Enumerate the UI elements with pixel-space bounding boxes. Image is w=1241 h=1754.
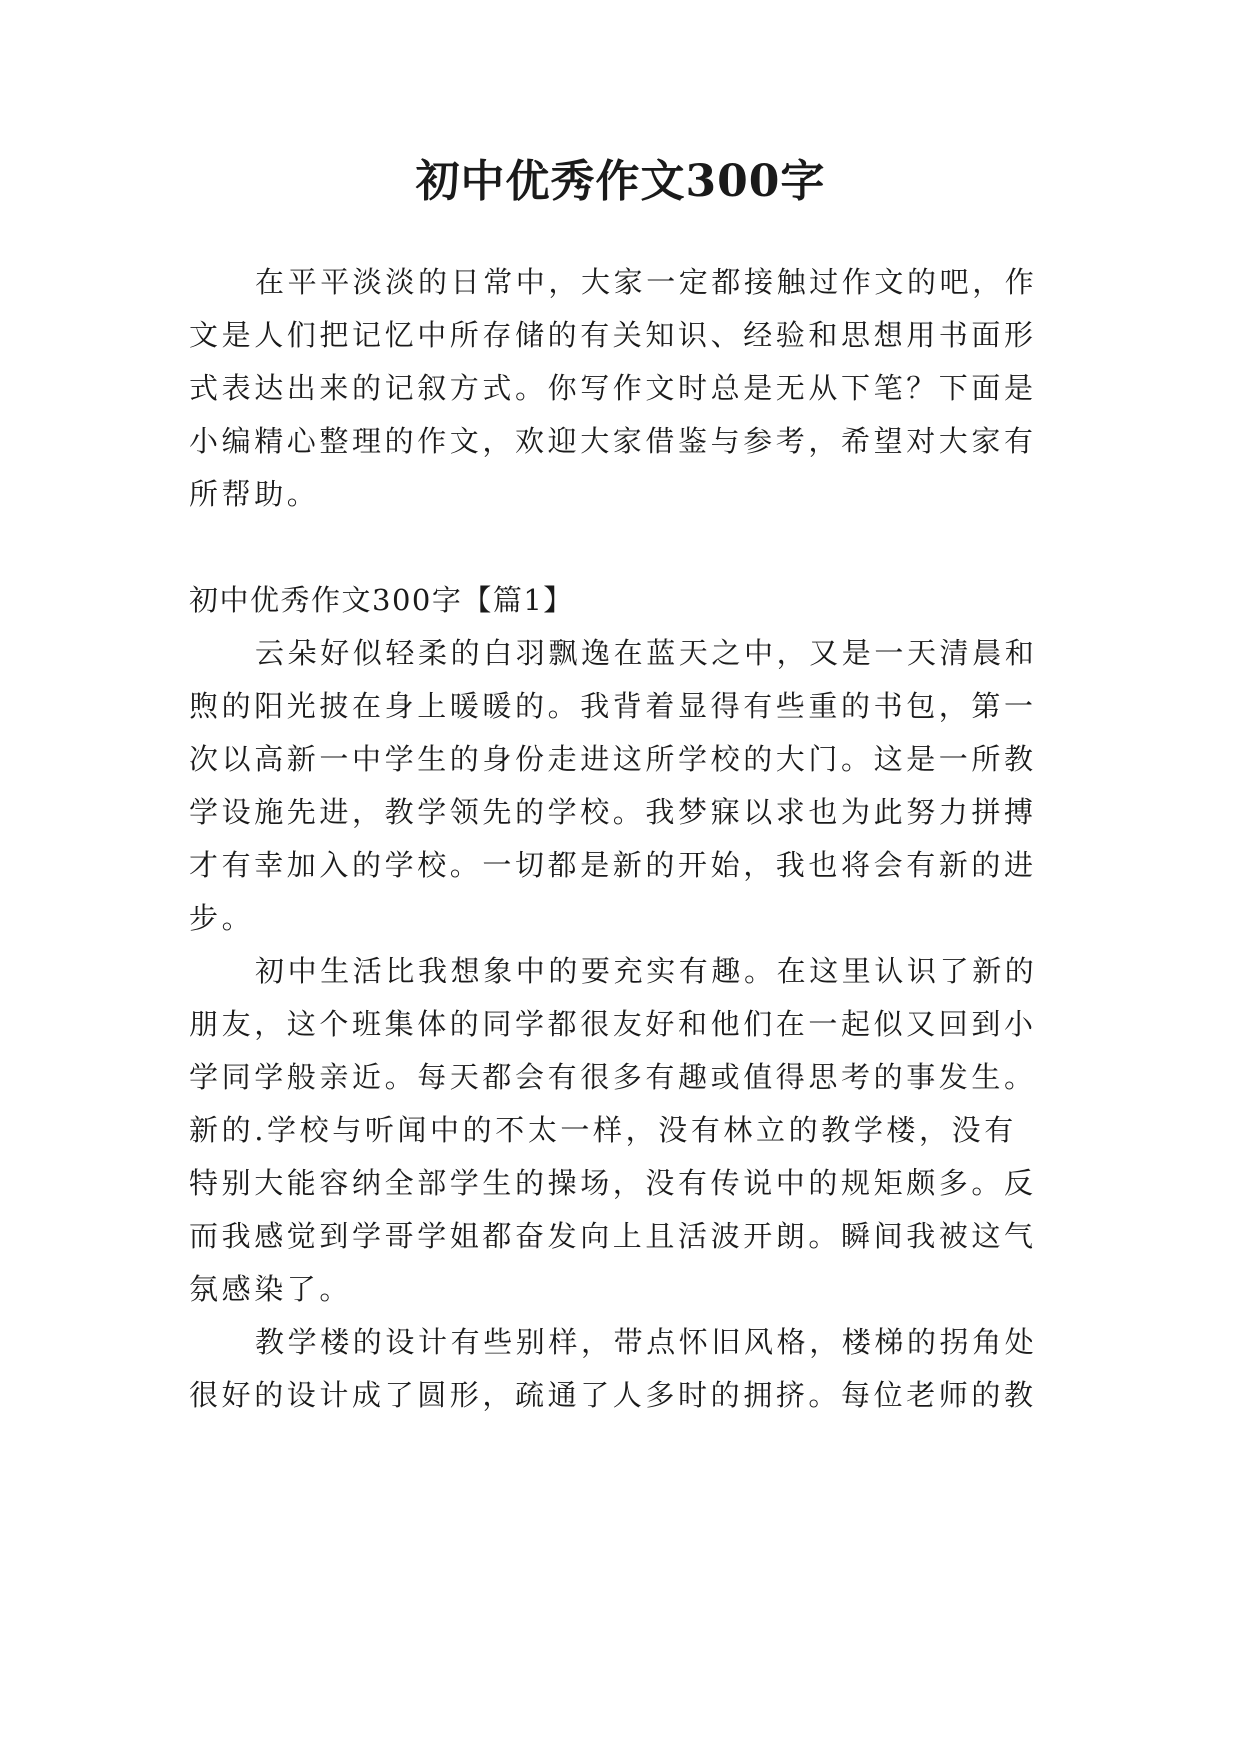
paragraph-line: 才有幸加入的学校。一切都是新的开始，我也将会有新的进 (189, 848, 1037, 882)
paragraph-line: 初中生活比我想象中的要充实有趣。在这里认识了新的 (255, 954, 1038, 988)
page-title: 初中优秀作文300字 (415, 156, 826, 207)
paragraph-line: 而我感觉到学哥学姐都奋发向上且活波开朗。瞬间我被这气 (189, 1219, 1037, 1253)
paragraph-line: 学设施先进，教学领先的学校。我梦寐以求也为此努力拼搏 (189, 795, 1037, 829)
paragraph-line: 学同学般亲近。每天都会有很多有趣或值得思考的事发生。 (189, 1060, 1037, 1094)
paragraph-line: 氛感染了。 (189, 1272, 353, 1306)
paragraph-line: 煦的阳光披在身上暖暖的。我背着显得有些重的书包，第一 (189, 689, 1037, 723)
section-heading: 初中优秀作文300字【篇1】 (189, 583, 574, 617)
paragraph-line: 云朵好似轻柔的白羽飘逸在蓝天之中，又是一天清晨和 (255, 636, 1038, 670)
paragraph-line: 次以高新一中学生的身份走进这所学校的大门。这是一所教 (189, 742, 1037, 776)
paragraph-line: 很好的设计成了圆形，疏通了人多时的拥挤。每位老师的教 (189, 1378, 1037, 1412)
intro-line: 式表达出来的记叙方式。你写作文时总是无从下笔？下面是 (189, 371, 1037, 405)
paragraph-line: 教学楼的设计有些别样，带点怀旧风格，楼梯的拐角处 (255, 1325, 1038, 1359)
intro-line: 所帮助。 (189, 477, 320, 511)
paragraph-line: 朋友，这个班集体的同学都很友好和他们在一起似又回到小 (189, 1007, 1037, 1041)
intro-line: 在平平淡淡的日常中，大家一定都接触过作文的吧，作 (255, 265, 1038, 299)
intro-line: 小编精心整理的作文，欢迎大家借鉴与参考，希望对大家有 (189, 424, 1037, 458)
paragraph-line: 步。 (189, 901, 255, 935)
intro-line: 文是人们把记忆中所存储的有关知识、经验和思想用书面形 (189, 318, 1037, 352)
paragraph-line: 新的.学校与听闻中的不太一样，没有林立的教学楼，没有 (189, 1113, 1017, 1147)
paragraph-line: 特别大能容纳全部学生的操场，没有传说中的规矩颇多。反 (189, 1166, 1037, 1200)
